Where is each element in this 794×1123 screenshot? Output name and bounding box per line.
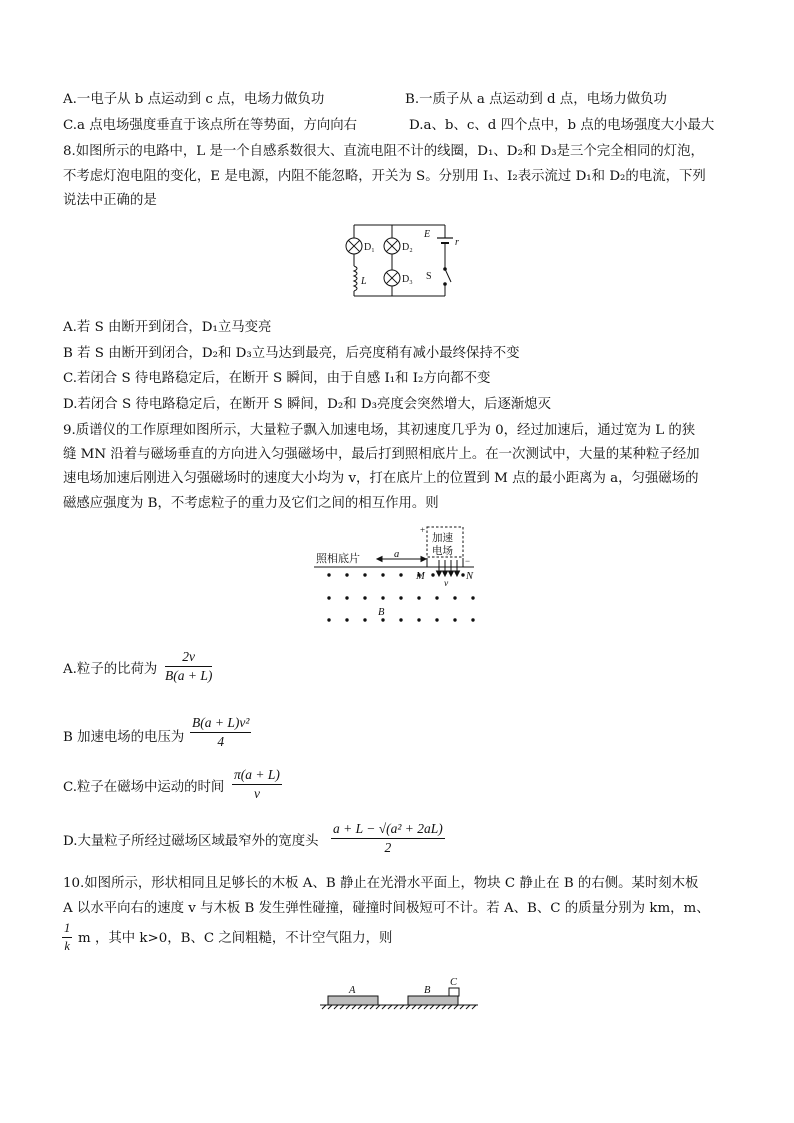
q10-fraction-denominator: k bbox=[64, 939, 70, 953]
label-board-b: B bbox=[424, 985, 431, 996]
q9-option-a-denominator: B(a + L) bbox=[165, 668, 213, 683]
q8-option-b: B 若 S 由断开到闭合，D₂和 D₃立马达到最亮，后亮度稍有减小最终保持不变 bbox=[63, 346, 520, 361]
q9-option-d-numerator: a + L − √(a² + 2aL) bbox=[331, 821, 445, 839]
label-film: 照相底片 bbox=[316, 553, 360, 565]
label-r: r bbox=[455, 237, 459, 248]
q10-fraction-numerator: 1 bbox=[62, 921, 72, 938]
q8-stem-line2: 不考虑灯泡电阻的变化，E 是电源，内阻不能忽略，开关为 S。分别用 I₁、I₂表示流过 D₁和 D₂的电流，下列 bbox=[63, 169, 706, 184]
label-d3: D₃ bbox=[402, 274, 413, 285]
q10-stem-line2: A 以水平向右的速度 v 与木板 B 发生弹性碰撞，碰撞时间极短可不计。若 A、B、C 的质量分别为 km，m、 bbox=[63, 901, 710, 916]
q10-stem-line3: m ，其中 k>0，B、C 之间粗糙，不计空气阻力，则 bbox=[78, 931, 393, 946]
label-l: L bbox=[361, 276, 367, 287]
q10-boards-diagram bbox=[318, 974, 482, 1010]
label-m: M bbox=[416, 571, 425, 582]
q9-option-c: C.粒子在磁场中运动的时间 bbox=[63, 780, 225, 795]
label-plus: + bbox=[420, 525, 426, 535]
label-v: v bbox=[444, 579, 449, 589]
q9-option-b-fraction bbox=[190, 715, 251, 750]
q9-option-c-denominator: v bbox=[253, 786, 260, 801]
label-e: E bbox=[424, 229, 431, 240]
q7-option-c: C.a 点电场强度垂直于该点所在等势面，方向向右 bbox=[63, 118, 358, 133]
q9-option-a: A.粒子的比荷为 bbox=[63, 662, 158, 677]
q8-circuit-diagram bbox=[340, 218, 462, 302]
label-field-2: 电场 bbox=[432, 546, 453, 557]
label-block-c: C bbox=[450, 977, 458, 988]
q9-stem-line2: 缝 MN 沿着与磁场垂直的方向进入匀强磁场中，最后打到照相底片上。在一次测试中，大量的某种粒子经加 bbox=[63, 447, 700, 462]
q9-option-d: D.大量粒子所经过磁场区域最窄外的宽度头 bbox=[63, 834, 319, 849]
q7-option-b: B.一质子从 a 点运动到 d 点，电场力做负功 bbox=[405, 92, 667, 107]
q8-option-d: D.若闭合 S 待电路稳定后，在断开 S 瞬间，D₂和 D₃亮度会突然增大，后逐渐熄灭 bbox=[63, 397, 552, 412]
q8-stem-line1: 8.如图所示的电路中，L 是一个自感系数很大、直流电阻不计的线圈，D₁、D₂和 D₃是三个完全相同的灯泡， bbox=[63, 144, 704, 159]
label-d2: D₂ bbox=[402, 242, 413, 253]
q9-option-d-fraction bbox=[331, 821, 445, 856]
q9-option-d-denominator: 2 bbox=[384, 840, 392, 855]
q7-option-d: D.a、b、c、d 四个点中，b 点的电场强度大小最大 bbox=[409, 118, 715, 133]
q9-stem-line3: 速电场加速后刚进入匀强磁场时的速度大小均为 v，打在底片上的位置到 M 点的最小距离为 a，匀强磁场的 bbox=[63, 471, 699, 486]
q8-option-a: A.若 S 由断开到闭合，D₁立马变亮 bbox=[63, 320, 272, 335]
q9-option-c-fraction bbox=[232, 767, 282, 802]
q8-stem-line3: 说法中正确的是 bbox=[63, 193, 157, 208]
q9-option-c-numerator: π(a + L) bbox=[232, 767, 282, 785]
q9-option-b-numerator: B(a + L)v² bbox=[190, 715, 251, 733]
q9-stem-line1: 9.质谱仪的工作原理如图所示，大量粒子飘入加速电场，其初速度几乎为 0，经过加速后，通过宽为 L 的狭 bbox=[63, 423, 696, 438]
label-minus: − bbox=[465, 556, 471, 566]
q10-stem-line1: 10.如图所示，形状相同且足够长的木板 A、B 静止在光滑水平面上，物块 C 静止在 B 的右侧。某时刻木板 bbox=[63, 876, 699, 891]
label-s: S bbox=[426, 271, 432, 282]
label-b: B bbox=[378, 607, 385, 618]
q10-fraction bbox=[62, 921, 72, 954]
label-field-1: 加速 bbox=[432, 533, 453, 544]
label-n: N bbox=[466, 571, 474, 582]
q8-option-c: C.若闭合 S 待电路稳定后，在断开 S 瞬间，由于自感 I₁和 I₂方向都不变 bbox=[63, 371, 491, 386]
q7-option-a: A.一电子从 b 点运动到 c 点，电场力做负功 bbox=[63, 92, 325, 107]
q9-option-a-fraction bbox=[165, 649, 212, 684]
q9-option-b-denominator: 4 bbox=[217, 734, 225, 749]
label-board-a: A bbox=[349, 985, 356, 996]
q9-option-b: B 加速电场的电压为 bbox=[63, 730, 185, 745]
q9-mass-spectrometer-diagram bbox=[314, 524, 484, 624]
label-d1: D₁ bbox=[364, 242, 375, 253]
label-a: a bbox=[394, 549, 400, 560]
q9-option-a-numerator: 2v bbox=[165, 649, 212, 667]
q9-stem-line4: 磁感应强度为 B，不考虑粒子的重力及它们之间的相互作用。则 bbox=[63, 496, 439, 511]
